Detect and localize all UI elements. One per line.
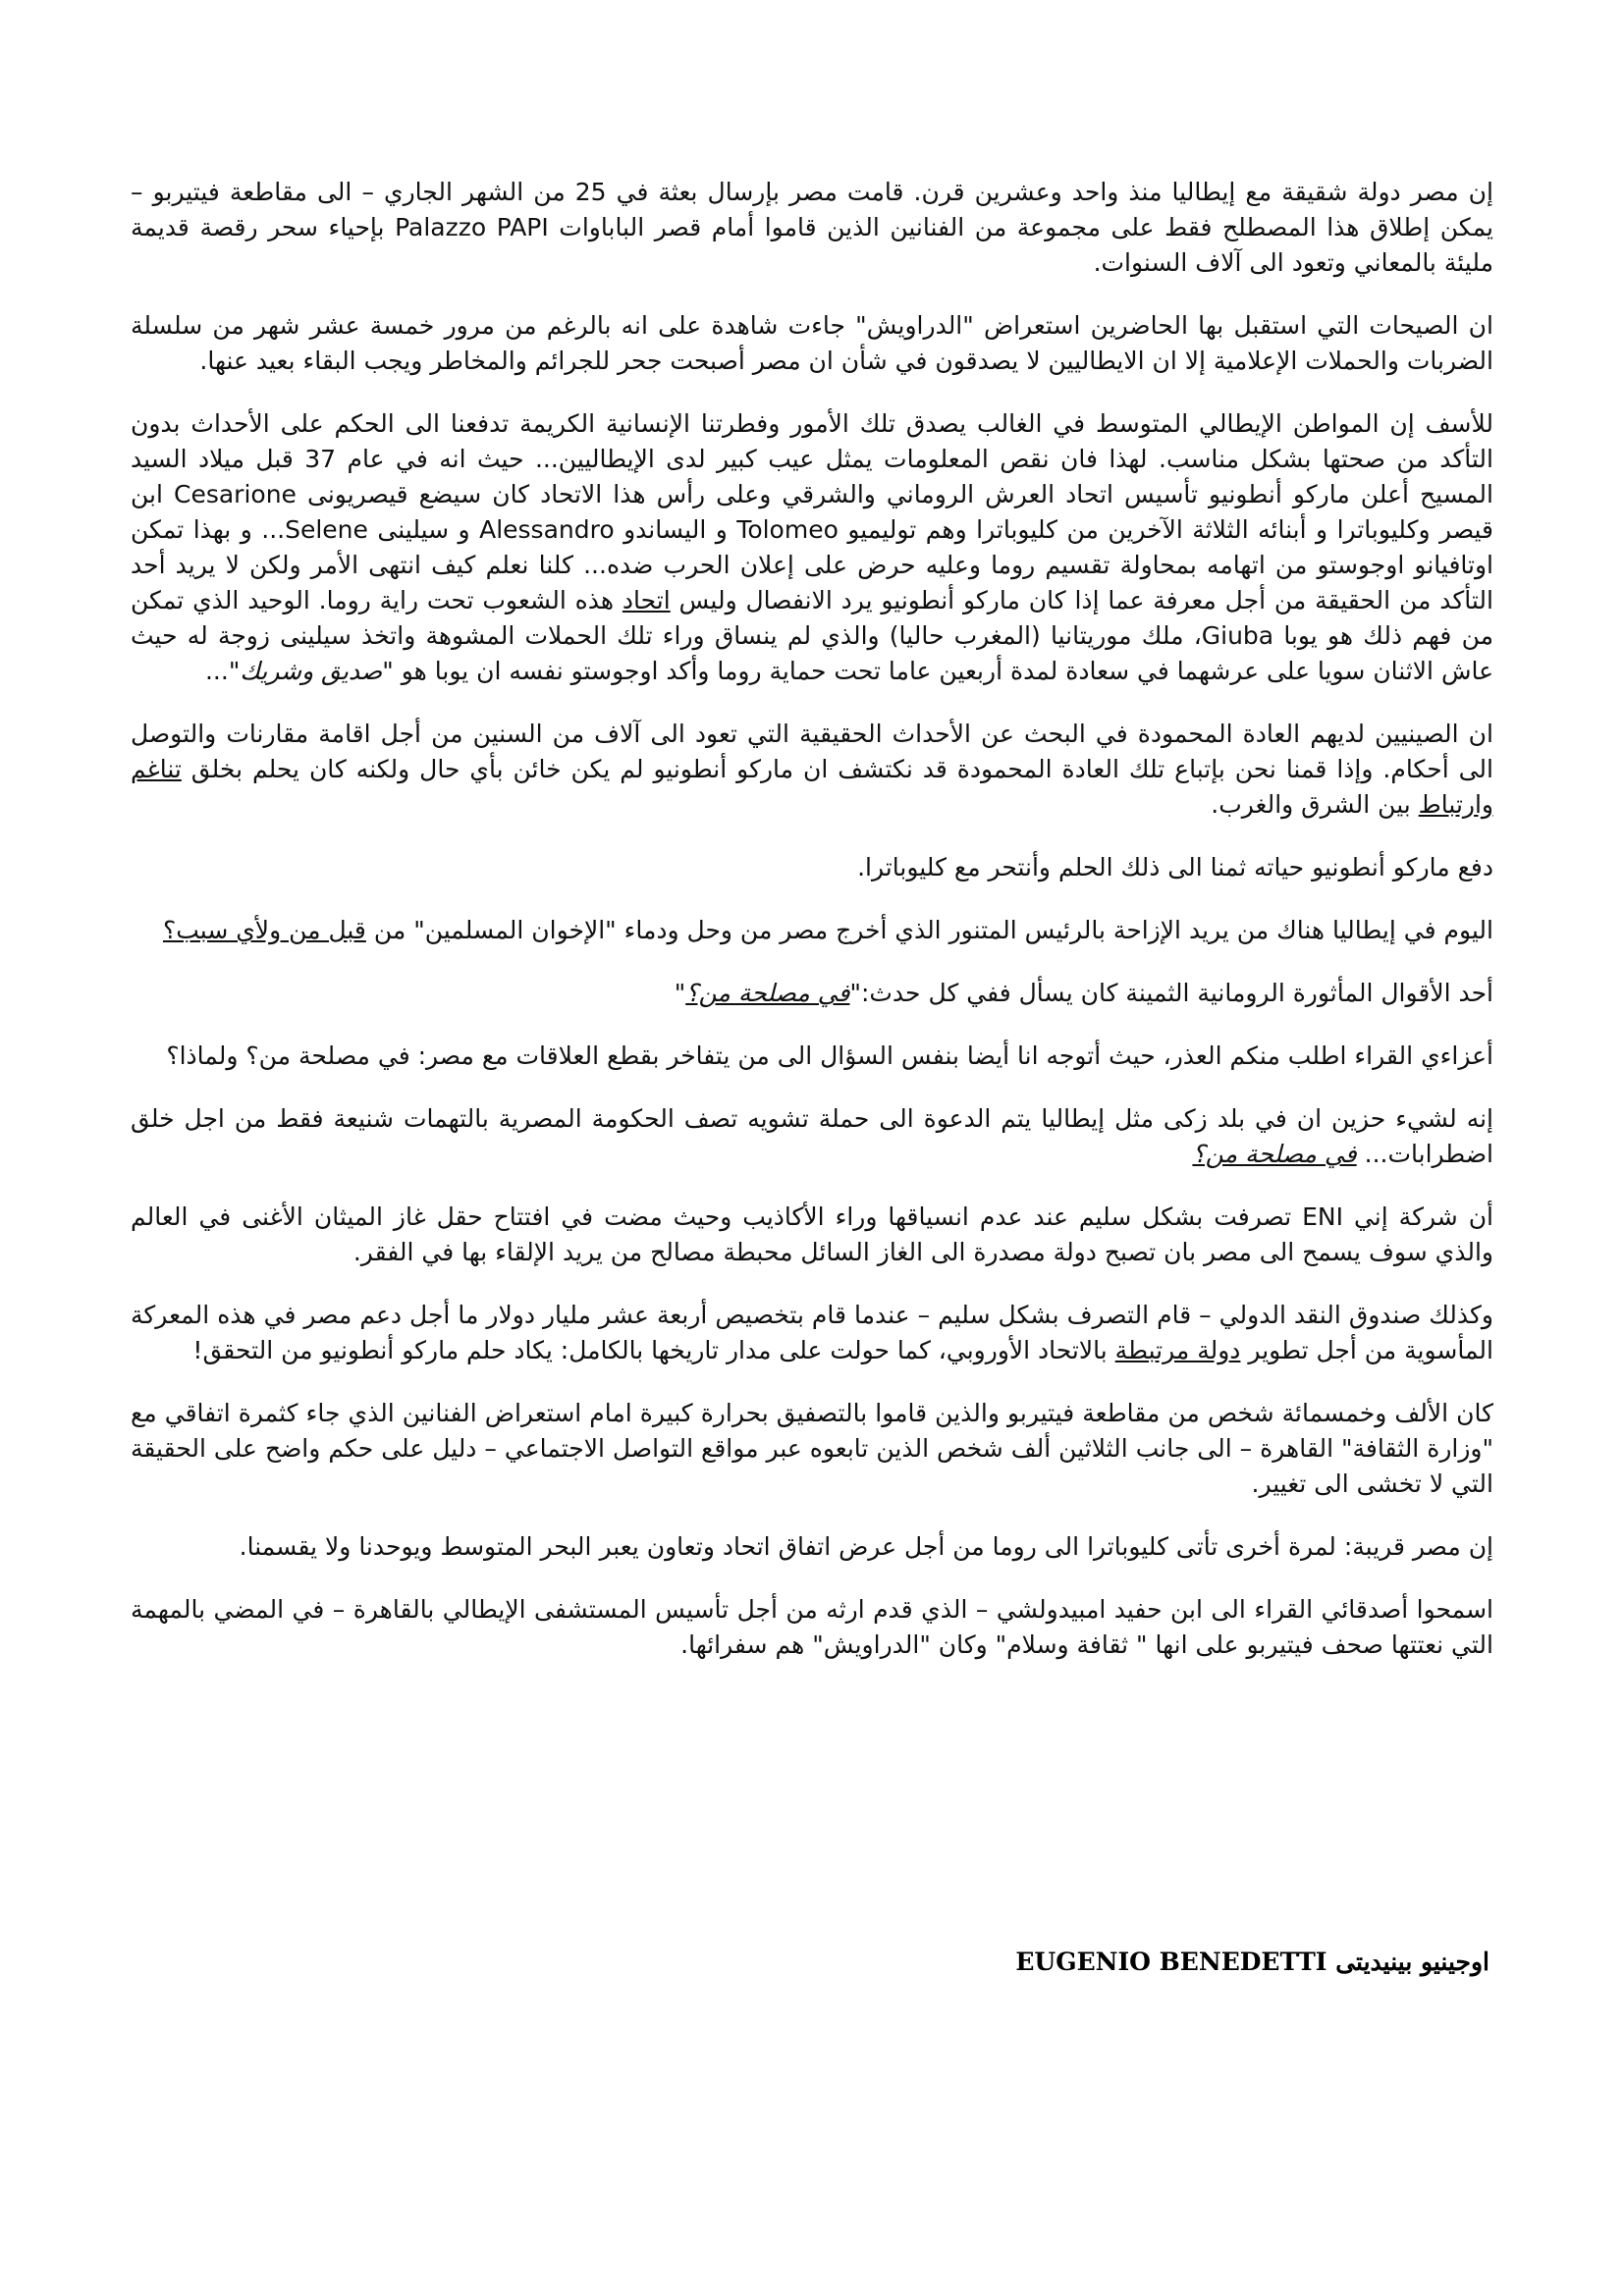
paragraph-text: أن شركة إني ENI تصرفت بشكل سليم عند عدم انسياقها وراء الأكاذيب وحيث مضت في افتتاح حقل غاز الميثان الأغنى في العالم والذي سوف يسمح الى مصر بان تصبح دولة مصدرة الى الغاز السائل محبطة مصالح من يريد الإلقاء بها في الفقر. <box>131 1202 1493 1266</box>
paragraph <box>131 1592 1493 1663</box>
paragraph <box>131 1298 1493 1368</box>
paragraph-text: بالاتحاد الأوروبي، كما حولت على مدار تاريخها بالكامل: يكاد حلم ماركو أنطونيو من التحقق! <box>192 1336 1115 1364</box>
paragraph-text: دفع ماركو أنطونيو حياته ثمنا الى ذلك الحلم وأنتحر مع كليوباترا. <box>857 853 1493 881</box>
paragraph-text: أحد الأقوال المأثورة الرومانية الثمينة كان يسأل ففي كل حدث:" <box>849 979 1493 1007</box>
paragraph-text: ... <box>204 657 229 685</box>
paragraph-text: ان الصيحات التي استقبل بها الحاضرين استعراض "الدراويش" جاءت شاهدة على انه بالرغم من مرور خمسة عشر شهر من سلسلة الضربات والحملات الإعلامية إلا ان الايطاليين لا يصدقون في شأن ان مصر أصبحت جحر للجرائم والمخاطر ويجب البقاء بعيد عنها. <box>131 311 1493 375</box>
paragraph-text: إن مصر قريبة: لمرة أخرى تأتى كليوباترا الى روما من أجل عرض اتفاق اتحاد وتعاون يعبر البحر المتوسط ويوحدنا ولا يقسمنا. <box>239 1532 1493 1561</box>
paragraph-text: أعزاءي القراء اطلب منكم العذر، حيث أتوجه انا أيضا بنفس السؤال الى من يتفاخر بقطع العلاقات مع مصر: في مصلحة من؟ ولماذا؟ <box>166 1041 1493 1070</box>
paragraph <box>131 913 1493 948</box>
paragraph-text: هذه الشعوب تحت راية روما. الوحيد الذي تمكن من فهم ذلك هو يوبا Giuba، ملك موريتانيا (المغرب حاليا) والذي لم ينساق وراء تلك الحملات المشوهة واتخذ سيلينى زوجة له حيث عاش الاثنان سويا على عرشهما في سعادة لمدة أربعين عاما تحت حماية روما وأكد اوجوستو نفسه ان يوبا هو <box>131 586 1493 685</box>
article-body <box>131 175 1493 1690</box>
paragraph <box>131 1039 1493 1074</box>
paragraph-text: وكذلك صندوق النقد الدولي – قام التصرف بشكل سليم – عندما قام بتخصيص أربعة عشر مليار دولار ما أجل دعم مصر في هذه المعركة المأسوية من أجل تطوير <box>131 1301 1493 1364</box>
author-signature: اوجينيو بينيديتى EUGENIO BENEDETTI <box>1015 1948 1489 1976</box>
emphasis-text: في مصلحة من؟ <box>1192 1140 1357 1168</box>
emphasis-text: في مصلحة من؟ <box>685 979 850 1007</box>
paragraph <box>131 175 1493 281</box>
paragraph <box>131 1200 1493 1270</box>
paragraph <box>131 308 1493 379</box>
emphasis-text: "صديق وشريك" <box>228 657 394 685</box>
paragraph-text: ان الصينيين لديهم العادة المحمودة في البحث عن الأحداث الحقيقية التي تعود الى آلاف من السنين من أجل اقامة مقارنات والتوصل الى أحكام. وإذا قمنا نحن بإتباع تلك العادة المحمودة قد نكتشف ان ماركو أنطونيو لم يكن خائن بأي حال ولكنه كان يحلم بخلق <box>131 720 1493 783</box>
paragraph-text: اليوم في إيطاليا هناك من يريد الإزاحة بالرئيس المتنور الذي أخرج مصر من وحل ودماء "الإخوان المسلمين" من <box>365 916 1493 944</box>
paragraph-text: " <box>674 979 686 1007</box>
paragraph <box>131 406 1493 689</box>
paragraph <box>131 850 1493 885</box>
paragraph <box>131 1529 1493 1565</box>
paragraph-text: كان الألف وخمسمائة شخص من مقاطعة فيتيربو والذين قاموا بالتصفيق بحرارة كبيرة امام استعراض الفنانين الذي جاء كثمرة اتفاقي مع "وزارة الثقافة" القاهرة – الى جانب الثلاثين ألف شخص الذين تابعوه عبر مواقع التواصل الاجتماعي – دليل على حكم واضح على الحقيقة التي لا تخشى الى تغيير. <box>131 1399 1493 1498</box>
paragraph-text: إن مصر دولة شقيقة مع إيطاليا منذ واحد وعشرين قرن. قامت مصر بإرسال بعثة في 25 من الشهر الجاري – الى مقاطعة فيتيربو – يمكن إطلاق هذا المصطلح فقط على مجموعة من الفنانين الذين قاموا أمام قصر الباباوات Palazzo PAPI بإحياء سحر رقصة قديمة مليئة بالمعاني وتعود الى آلاف السنوات. <box>131 178 1493 277</box>
paragraph-text: للأسف إن المواطن الإيطالي المتوسط في الغالب يصدق تلك الأمور وفطرتنا الإنسانية الكريمة تدفعنا الى الحكم على الأحداث بدون التأكد من صحتها بشكل مناسب. لهذا فان نقص المعلومات يمثل عيب كبير لدى الإيطاليين... حيث انه في عام 37 قبل ميلاد السيد المسيح أعلن ماركو أنطونيو تأسيس اتحاد العرش الروماني والشرقي وعلى رأس هذا الاتحاد كان سيضع قيصريونى Cesarione ابن قيصر وكليوباترا و أبنائه الثلاثة الآخرين من كليوباترا وهم توليميو Tolomeo و اليساندو Alessandro و سيلينى Selene... و بهذا تمكن اوتافيانو اوجوستو من اتهامه بمحاولة تقسيم روما وعليه حرض على إعلان الحرب ضده... كلنا نعلم كيف انتهى الأمر ولكن لا يريد أحد التأكد من الحقيقة من أجل معرفة عما إذا كان ماركو أنطونيو يرد الانفصال وليس <box>131 409 1493 614</box>
emphasis-text: تناغم وارتباط <box>131 755 1493 819</box>
paragraph <box>131 1396 1493 1502</box>
emphasis-text: قبل من ولأي سبب؟ <box>162 916 366 944</box>
paragraph <box>131 717 1493 823</box>
paragraph-text: اسمحوا أصدقائي القراء الى ابن حفيد امبيدولشي – الذي قدم ارثه من أجل تأسيس المستشفى الإيطالي بالقاهرة – في المضي بالمهمة التي نعتتها صحف فيتيربو على انها " ثقافة وسلام" وكان "الدراويش" هم سفرائها. <box>131 1595 1493 1659</box>
paragraph <box>131 976 1493 1011</box>
paragraph <box>131 1101 1493 1172</box>
emphasis-text: دولة مرتبطة <box>1114 1336 1241 1364</box>
paragraph-text: بين الشرق والغرب. <box>1211 790 1419 819</box>
paragraph-text: إنه لشيء حزين ان في بلد زكى مثل إيطاليا يتم الدعوة الى حملة تشويه تصف الحكومة المصرية بالتهمات شنيعة فقط من اجل خلق اضطرابات... <box>131 1104 1493 1168</box>
emphasis-text: اتحاد <box>622 586 671 614</box>
